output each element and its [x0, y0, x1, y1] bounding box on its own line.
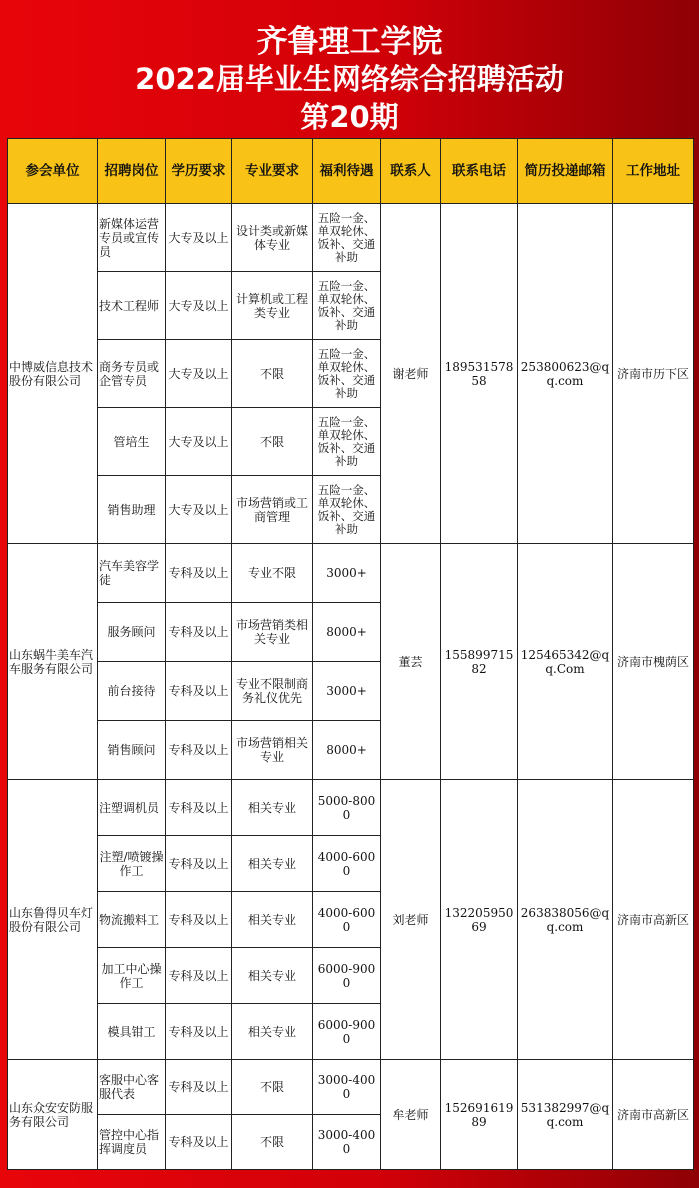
- page-header: [0, 0, 699, 138]
- job-major: 市场营销或工商管理: [232, 476, 313, 544]
- contact-person: 刘老师: [381, 780, 441, 1060]
- job-position: 汽车美容学徒: [98, 544, 166, 603]
- company-name: 山东鲁得贝车灯股份有限公司: [8, 780, 98, 1060]
- job-education: 专科及以上: [166, 1004, 232, 1060]
- job-education: 专科及以上: [166, 836, 232, 892]
- job-major: 专业不限: [232, 544, 313, 603]
- col-header-position: 招聘岗位: [98, 139, 166, 204]
- col-header-welfare: 福利待遇: [313, 139, 381, 204]
- contact-phone: 13220595069: [441, 780, 518, 1060]
- job-education: 专科及以上: [166, 603, 232, 662]
- contact-phone: 15269161989: [441, 1060, 518, 1170]
- job-position: 注塑调机员: [98, 780, 166, 836]
- col-header-education: 学历要求: [166, 139, 232, 204]
- table-row: [8, 204, 694, 272]
- company-name: 中博威信息技术股份有限公司: [8, 204, 98, 544]
- contact-phone: 15589971582: [441, 544, 518, 780]
- col-header-email: 简历投递邮箱: [518, 139, 613, 204]
- job-major: 不限: [232, 1060, 313, 1115]
- contact-person: 谢老师: [381, 204, 441, 544]
- col-header-contact: 联系人: [381, 139, 441, 204]
- job-major: 不限: [232, 1115, 313, 1170]
- job-major: 相关专业: [232, 836, 313, 892]
- job-position: 物流搬料工: [98, 892, 166, 948]
- job-welfare: 4000-6000: [313, 836, 381, 892]
- job-position: 前台接待: [98, 662, 166, 721]
- recruitment-table: [7, 138, 694, 1170]
- company-name: 山东众安安防服务有限公司: [8, 1060, 98, 1170]
- job-major: 相关专业: [232, 948, 313, 1004]
- job-major: 市场营销类相关专业: [232, 603, 313, 662]
- col-header-phone: 联系电话: [441, 139, 518, 204]
- work-address: 济南市槐荫区: [613, 544, 694, 780]
- job-welfare: 5000-8000: [313, 780, 381, 836]
- job-position: 新媒体运营专员或宣传员: [98, 204, 166, 272]
- job-welfare: 五险一金、单双轮休、饭补、交通补助: [313, 204, 381, 272]
- resume-email: 531382997@qq.com: [518, 1060, 613, 1170]
- job-major: 专业不限制商务礼仪优先: [232, 662, 313, 721]
- job-major: 市场营销相关专业: [232, 721, 313, 780]
- job-position: 服务顾问: [98, 603, 166, 662]
- job-welfare: 3000-4000: [313, 1115, 381, 1170]
- job-welfare: 4000-6000: [313, 892, 381, 948]
- job-major: 不限: [232, 408, 313, 476]
- job-education: 大专及以上: [166, 476, 232, 544]
- issue-title: 第20期: [300, 100, 399, 134]
- contact-person: 牟老师: [381, 1060, 441, 1170]
- job-position: 注塑/喷镀操作工: [98, 836, 166, 892]
- job-education: 专科及以上: [166, 1060, 232, 1115]
- job-position: 技术工程师: [98, 272, 166, 340]
- job-position: 客服中心客服代表: [98, 1060, 166, 1115]
- job-position: 模具钳工: [98, 1004, 166, 1060]
- job-education: 专科及以上: [166, 1115, 232, 1170]
- col-header-major: 专业要求: [232, 139, 313, 204]
- job-welfare: 3000+: [313, 544, 381, 603]
- job-welfare: 五险一金、单双轮休、饭补、交通补助: [313, 476, 381, 544]
- table-row: [8, 1060, 694, 1115]
- work-address: 济南市高新区: [613, 1060, 694, 1170]
- job-education: 大专及以上: [166, 340, 232, 408]
- job-education: 大专及以上: [166, 204, 232, 272]
- job-position: 销售助理: [98, 476, 166, 544]
- event-title: 2022届毕业生网络综合招聘活动: [135, 62, 564, 96]
- work-address: 济南市历下区: [613, 204, 694, 544]
- col-header-company: 参会单位: [8, 139, 98, 204]
- job-welfare: 五险一金、单双轮休、饭补、交通补助: [313, 340, 381, 408]
- job-education: 专科及以上: [166, 948, 232, 1004]
- school-title: 齐鲁理工学院: [256, 24, 443, 60]
- job-welfare: 五险一金、单双轮休、饭补、交通补助: [313, 272, 381, 340]
- job-position: 加工中心操作工: [98, 948, 166, 1004]
- table-row: [8, 780, 694, 836]
- table-row: [8, 544, 694, 603]
- col-header-address: 工作地址: [613, 139, 694, 204]
- job-welfare: 6000-9000: [313, 948, 381, 1004]
- job-education: 大专及以上: [166, 408, 232, 476]
- job-welfare: 3000+: [313, 662, 381, 721]
- job-major: 设计类或新媒体专业: [232, 204, 313, 272]
- contact-person: 董芸: [381, 544, 441, 780]
- job-education: 专科及以上: [166, 544, 232, 603]
- company-name: 山东蜗牛美车汽车服务有限公司: [8, 544, 98, 780]
- job-education: 专科及以上: [166, 662, 232, 721]
- job-education: 专科及以上: [166, 721, 232, 780]
- work-address: 济南市高新区: [613, 780, 694, 1060]
- contact-phone: 18953157858: [441, 204, 518, 544]
- job-welfare: 8000+: [313, 603, 381, 662]
- job-education: 专科及以上: [166, 780, 232, 836]
- table-header-row: [8, 139, 694, 204]
- job-welfare: 6000-9000: [313, 1004, 381, 1060]
- resume-email: 125465342@qq.Com: [518, 544, 613, 780]
- job-major: 相关专业: [232, 892, 313, 948]
- job-major: 不限: [232, 340, 313, 408]
- job-welfare: 五险一金、单双轮休、饭补、交通补助: [313, 408, 381, 476]
- resume-email: 263838056@qq.com: [518, 780, 613, 1060]
- job-position: 管控中心指挥调度员: [98, 1115, 166, 1170]
- job-welfare: 8000+: [313, 721, 381, 780]
- job-position: 销售顾问: [98, 721, 166, 780]
- job-welfare: 3000-4000: [313, 1060, 381, 1115]
- job-position: 商务专员或企管专员: [98, 340, 166, 408]
- resume-email: 253800623@qq.com: [518, 204, 613, 544]
- job-position: 管培生: [98, 408, 166, 476]
- job-education: 大专及以上: [166, 272, 232, 340]
- job-major: 相关专业: [232, 780, 313, 836]
- job-education: 专科及以上: [166, 892, 232, 948]
- job-major: 相关专业: [232, 1004, 313, 1060]
- job-major: 计算机或工程类专业: [232, 272, 313, 340]
